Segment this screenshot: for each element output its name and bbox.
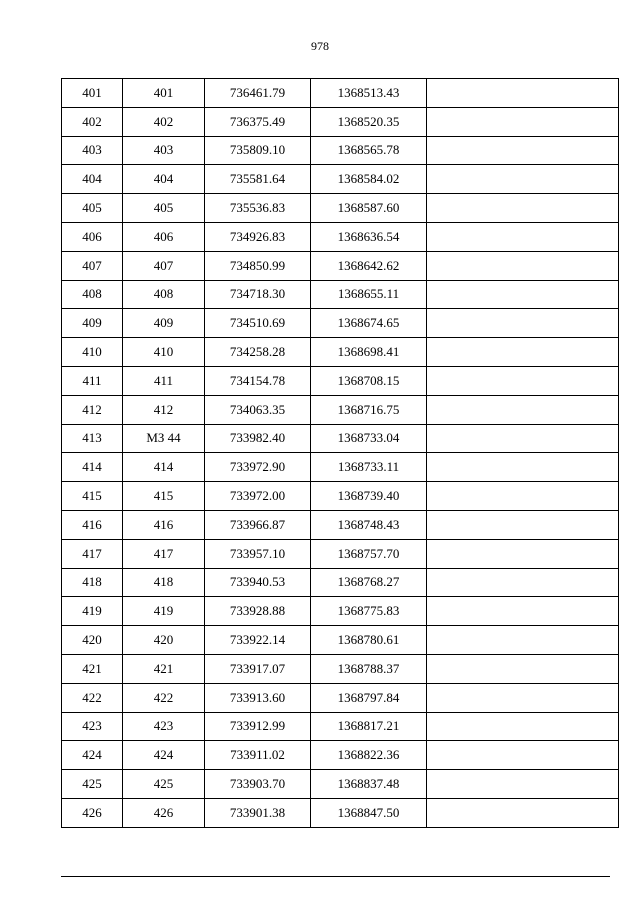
y-coordinate-cell: 1368837.48 (311, 770, 427, 799)
y-coordinate-cell: 1368733.04 (311, 424, 427, 453)
point-number-cell: 411 (62, 366, 123, 395)
table-row (62, 741, 619, 770)
y-coordinate-cell: 1368748.43 (311, 510, 427, 539)
note-cell (427, 136, 619, 165)
y-coordinate-cell: 1368708.15 (311, 366, 427, 395)
note-cell (427, 683, 619, 712)
table-row (62, 107, 619, 136)
point-number-cell: 406 (62, 222, 123, 251)
point-number-cell: 426 (62, 798, 123, 827)
y-coordinate-cell: 1368847.50 (311, 798, 427, 827)
note-cell (427, 338, 619, 367)
point-number-cell: 401 (62, 79, 123, 108)
x-coordinate-cell: 733917.07 (205, 654, 311, 683)
point-label-cell: 420 (123, 626, 205, 655)
x-coordinate-cell: 736375.49 (205, 107, 311, 136)
point-number-cell: 404 (62, 165, 123, 194)
table-row (62, 338, 619, 367)
x-coordinate-cell: 733911.02 (205, 741, 311, 770)
x-coordinate-cell: 733913.60 (205, 683, 311, 712)
y-coordinate-cell: 1368775.83 (311, 597, 427, 626)
x-coordinate-cell: 733940.53 (205, 568, 311, 597)
coordinates-table-body (62, 79, 619, 828)
x-coordinate-cell: 733903.70 (205, 770, 311, 799)
point-label-cell: 426 (123, 798, 205, 827)
point-label-cell: 409 (123, 309, 205, 338)
point-label-cell: 407 (123, 251, 205, 280)
table-row (62, 222, 619, 251)
point-number-cell: 403 (62, 136, 123, 165)
y-coordinate-cell: 1368636.54 (311, 222, 427, 251)
note-cell (427, 79, 619, 108)
point-number-cell: 418 (62, 568, 123, 597)
point-number-cell: 409 (62, 309, 123, 338)
point-number-cell: 405 (62, 194, 123, 223)
point-label-cell: 402 (123, 107, 205, 136)
y-coordinate-cell: 1368768.27 (311, 568, 427, 597)
coordinates-table (61, 78, 619, 828)
table-row (62, 770, 619, 799)
point-label-cell: 424 (123, 741, 205, 770)
x-coordinate-cell: 733972.90 (205, 453, 311, 482)
note-cell (427, 712, 619, 741)
x-coordinate-cell: 733928.88 (205, 597, 311, 626)
point-label-cell: 403 (123, 136, 205, 165)
note-cell (427, 741, 619, 770)
y-coordinate-cell: 1368822.36 (311, 741, 427, 770)
table-row (62, 136, 619, 165)
footer-rule (61, 876, 610, 877)
y-coordinate-cell: 1368655.11 (311, 280, 427, 309)
table-row (62, 165, 619, 194)
y-coordinate-cell: 1368780.61 (311, 626, 427, 655)
note-cell (427, 539, 619, 568)
table-row (62, 510, 619, 539)
point-label-cell: 406 (123, 222, 205, 251)
y-coordinate-cell: 1368698.41 (311, 338, 427, 367)
x-coordinate-cell: 733957.10 (205, 539, 311, 568)
point-number-cell: 402 (62, 107, 123, 136)
point-number-cell: 421 (62, 654, 123, 683)
x-coordinate-cell: 733922.14 (205, 626, 311, 655)
note-cell (427, 568, 619, 597)
note-cell (427, 366, 619, 395)
y-coordinate-cell: 1368674.65 (311, 309, 427, 338)
point-number-cell: 414 (62, 453, 123, 482)
table-row (62, 79, 619, 108)
x-coordinate-cell: 734510.69 (205, 309, 311, 338)
point-label-cell: 410 (123, 338, 205, 367)
point-number-cell: 415 (62, 482, 123, 511)
x-coordinate-cell: 733901.38 (205, 798, 311, 827)
table-row (62, 712, 619, 741)
table-row (62, 654, 619, 683)
note-cell (427, 280, 619, 309)
x-coordinate-cell: 733982.40 (205, 424, 311, 453)
table-row (62, 194, 619, 223)
y-coordinate-cell: 1368716.75 (311, 395, 427, 424)
note-cell (427, 107, 619, 136)
x-coordinate-cell: 734926.83 (205, 222, 311, 251)
point-number-cell: 419 (62, 597, 123, 626)
table-row (62, 453, 619, 482)
point-label-cell: 408 (123, 280, 205, 309)
point-label-cell: 414 (123, 453, 205, 482)
table-row (62, 798, 619, 827)
note-cell (427, 798, 619, 827)
table-row (62, 568, 619, 597)
note-cell (427, 194, 619, 223)
point-label-cell: 416 (123, 510, 205, 539)
y-coordinate-cell: 1368513.43 (311, 79, 427, 108)
point-label-cell: 405 (123, 194, 205, 223)
x-coordinate-cell: 736461.79 (205, 79, 311, 108)
y-coordinate-cell: 1368520.35 (311, 107, 427, 136)
note-cell (427, 770, 619, 799)
point-number-cell: 423 (62, 712, 123, 741)
point-label-cell: 412 (123, 395, 205, 424)
point-number-cell: 408 (62, 280, 123, 309)
table-row (62, 366, 619, 395)
note-cell (427, 482, 619, 511)
point-number-cell: 413 (62, 424, 123, 453)
table-row (62, 683, 619, 712)
note-cell (427, 510, 619, 539)
y-coordinate-cell: 1368584.02 (311, 165, 427, 194)
point-label-cell: 415 (123, 482, 205, 511)
table-row (62, 309, 619, 338)
table-row (62, 597, 619, 626)
point-label-cell: 411 (123, 366, 205, 395)
point-label-cell: 401 (123, 79, 205, 108)
x-coordinate-cell: 733912.99 (205, 712, 311, 741)
point-label-cell: 417 (123, 539, 205, 568)
x-coordinate-cell: 734258.28 (205, 338, 311, 367)
point-label-cell: 422 (123, 683, 205, 712)
note-cell (427, 453, 619, 482)
x-coordinate-cell: 734154.78 (205, 366, 311, 395)
x-coordinate-cell: 735581.64 (205, 165, 311, 194)
point-label-cell: 423 (123, 712, 205, 741)
point-label-cell: 421 (123, 654, 205, 683)
point-number-cell: 422 (62, 683, 123, 712)
table-row (62, 626, 619, 655)
note-cell (427, 222, 619, 251)
y-coordinate-cell: 1368642.62 (311, 251, 427, 280)
x-coordinate-cell: 734063.35 (205, 395, 311, 424)
y-coordinate-cell: 1368757.70 (311, 539, 427, 568)
note-cell (427, 395, 619, 424)
note-cell (427, 309, 619, 338)
y-coordinate-cell: 1368733.11 (311, 453, 427, 482)
note-cell (427, 597, 619, 626)
point-number-cell: 420 (62, 626, 123, 655)
table-row (62, 251, 619, 280)
point-label-cell: 419 (123, 597, 205, 626)
table-row (62, 539, 619, 568)
note-cell (427, 165, 619, 194)
note-cell (427, 626, 619, 655)
x-coordinate-cell: 733972.00 (205, 482, 311, 511)
point-number-cell: 407 (62, 251, 123, 280)
x-coordinate-cell: 733966.87 (205, 510, 311, 539)
x-coordinate-cell: 735809.10 (205, 136, 311, 165)
note-cell (427, 251, 619, 280)
y-coordinate-cell: 1368739.40 (311, 482, 427, 511)
point-label-cell: 425 (123, 770, 205, 799)
y-coordinate-cell: 1368565.78 (311, 136, 427, 165)
table-row (62, 395, 619, 424)
point-number-cell: 410 (62, 338, 123, 367)
point-number-cell: 424 (62, 741, 123, 770)
x-coordinate-cell: 734718.30 (205, 280, 311, 309)
y-coordinate-cell: 1368587.60 (311, 194, 427, 223)
point-number-cell: 416 (62, 510, 123, 539)
table-row (62, 280, 619, 309)
point-number-cell: 425 (62, 770, 123, 799)
point-label-cell: МЗ 44 (123, 424, 205, 453)
point-number-cell: 417 (62, 539, 123, 568)
note-cell (427, 424, 619, 453)
table-row (62, 482, 619, 511)
point-label-cell: 418 (123, 568, 205, 597)
y-coordinate-cell: 1368788.37 (311, 654, 427, 683)
x-coordinate-cell: 735536.83 (205, 194, 311, 223)
point-label-cell: 404 (123, 165, 205, 194)
y-coordinate-cell: 1368817.21 (311, 712, 427, 741)
point-number-cell: 412 (62, 395, 123, 424)
table-row (62, 424, 619, 453)
note-cell (427, 654, 619, 683)
page-number: 978 (311, 39, 329, 53)
x-coordinate-cell: 734850.99 (205, 251, 311, 280)
y-coordinate-cell: 1368797.84 (311, 683, 427, 712)
